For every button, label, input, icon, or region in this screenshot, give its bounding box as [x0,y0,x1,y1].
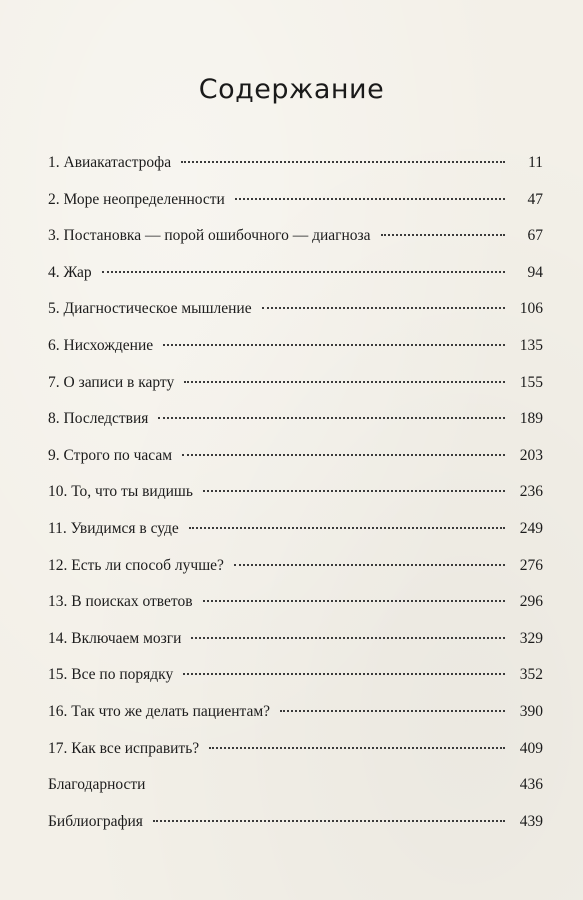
toc-entry-page-number: 106 [519,300,543,318]
toc-entry-title: 9. Строго по часам [48,446,173,464]
toc-entry [48,152,543,189]
dot-leader [191,637,505,639]
dot-leader [102,271,505,273]
toc-entry-title: 1. Авиакатастрофа [48,154,172,171]
dot-leader [381,234,505,236]
toc-entry-page-number: 155 [519,373,543,391]
dot-leader [183,673,505,675]
toc-entry [48,701,543,738]
table-of-contents [48,152,543,847]
toc-entry-page-number: 249 [519,519,543,537]
dot-leader [209,747,505,749]
toc-entry [48,372,543,409]
toc-entry-page-number: 94 [527,263,543,281]
toc-entry [48,664,543,701]
toc-entry-page-number: 296 [519,593,543,611]
toc-entry-page-number: 67 [527,227,543,245]
toc-entry-title: 13. В поисках ответов [48,593,193,611]
dot-leader [181,161,505,163]
toc-entry-title: Благодарности [48,776,146,794]
toc-entry-page-number: 189 [519,410,543,428]
toc-entry-title: 8. Последствия [48,410,149,428]
toc-entry-title: 11. Увидимся в суде [48,519,179,537]
toc-entry-title: 16. Так что же делать пациентам? [48,702,271,720]
toc-entry [48,262,543,299]
toc-entry-page-number: 390 [519,702,543,720]
toc-entry [48,335,543,372]
dot-leader [153,820,505,822]
toc-entry-page-number: 329 [519,629,543,647]
toc-entry-page-number: 436 [519,776,543,794]
dot-leader [158,417,505,419]
toc-entry [48,481,543,518]
toc-entry [48,225,543,262]
toc-entry [48,628,543,665]
toc-entry [48,189,543,226]
toc-entry-page-number: 409 [519,739,543,757]
dot-leader [203,600,505,602]
toc-entry-page-number: 236 [519,483,543,501]
toc-entry [48,298,543,335]
toc-entry-title: 17. Как все исправить? [48,739,200,757]
toc-entry [48,518,543,555]
dot-leader [203,490,505,492]
toc-entry-title: 2. Море неопределенности [48,190,225,208]
page-title: Содержание [198,74,385,105]
dot-leader [262,307,505,309]
toc-entry-title: 3. Постановка — порой ошибочного — диагноза [48,227,371,245]
toc-entry-title: 15. Все по порядку [48,666,174,684]
toc-entry [48,811,543,848]
toc-entry-page-number: 11 [528,154,543,171]
dot-leader [184,381,505,383]
toc-entry-title: 6. Нисхождение [48,336,154,354]
toc-entry-page-number: 439 [519,812,543,830]
toc-entry-title: 4. Жар [48,263,92,281]
toc-entry-title: 12. Есть ли способ лучше? [48,556,224,574]
toc-entry-title: 5. Диагностическое мышление [48,300,252,318]
toc-entry [48,774,543,811]
dot-leader [182,454,505,456]
dot-leader [189,527,505,529]
toc-entry [48,445,543,482]
toc-entry [48,591,543,628]
toc-entry-page-number: 276 [519,556,543,574]
toc-entry-page-number: 203 [519,446,543,464]
toc-entry-page-number: 135 [519,336,543,354]
toc-entry-title: 10. То, что ты видишь [48,483,193,501]
toc-entry-page-number: 352 [519,666,543,684]
dot-leader [234,564,505,566]
dot-leader [280,710,505,712]
toc-entry [48,555,543,592]
dot-leader [163,344,505,346]
toc-entry [48,738,543,775]
toc-entry-title: Библиография [48,812,143,830]
toc-entry-title: 14. Включаем мозги [48,629,182,647]
dot-leader [235,198,505,200]
toc-entry-page-number: 47 [527,190,543,208]
toc-entry-title: 7. О записи в карту [48,373,175,391]
toc-entry [48,408,543,445]
